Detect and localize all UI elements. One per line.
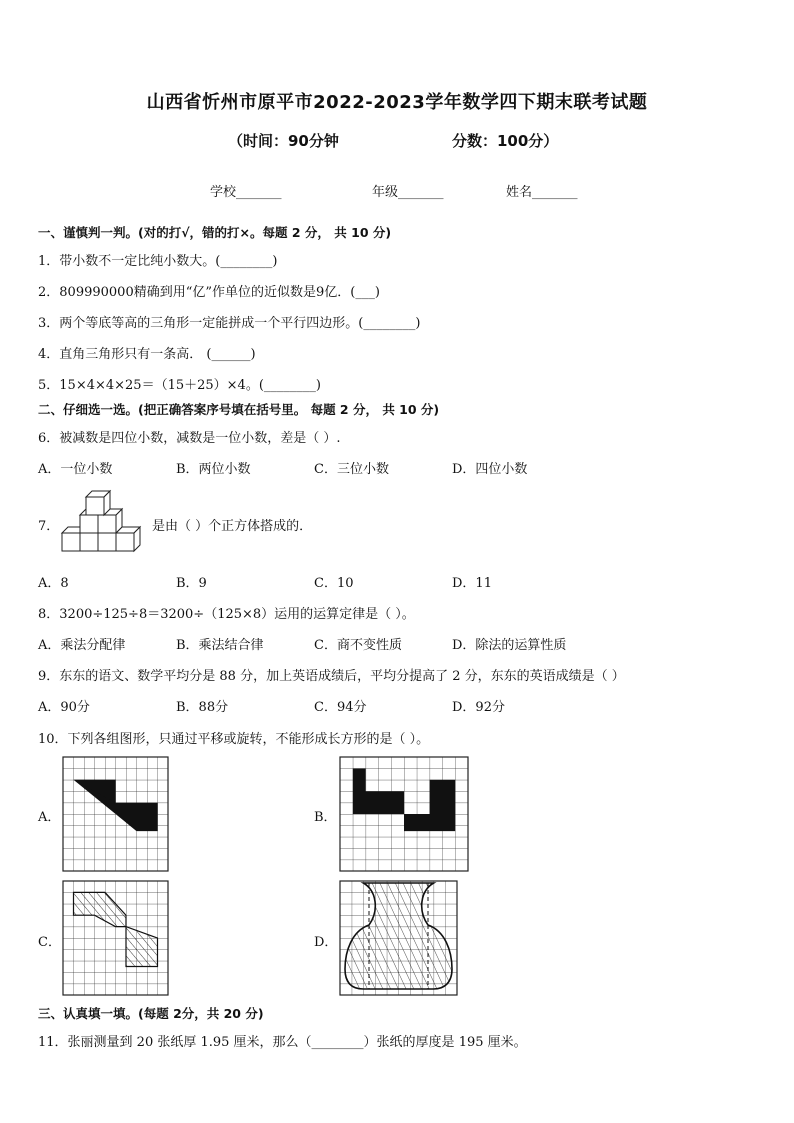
- q7-option-d[interactable]: D．11: [452, 576, 492, 591]
- school-field[interactable]: 学校_______: [210, 185, 282, 200]
- q10-option-d-label[interactable]: D．: [314, 935, 338, 950]
- q6-option-a[interactable]: A．一位小数: [38, 462, 113, 477]
- q9-option-d[interactable]: D．92分: [452, 700, 505, 715]
- question-10: 10．下列各组图形，只通过平移或旋转，不能形成长方形的是（ ）。: [38, 732, 430, 747]
- question-11: 11．张丽测量到 20 张纸厚 1.95 厘米，那么（________）张纸的厚度是 195 厘米。: [38, 1035, 527, 1050]
- question-2: 2．809990000精确到用“亿”作单位的近似数是9亿．(___): [38, 285, 380, 300]
- q6-option-c[interactable]: C．三位小数: [314, 462, 389, 477]
- question-7: 是由（ ）个正方体搭成的．: [152, 519, 313, 534]
- q7-option-c[interactable]: C．10: [314, 576, 354, 591]
- grade-field[interactable]: 年级_______: [372, 185, 444, 200]
- question-1: 1．带小数不一定比纯小数大。(________): [38, 254, 278, 269]
- name-field[interactable]: 姓名_______: [506, 185, 578, 200]
- q10-option-b-label[interactable]: B．: [314, 810, 337, 825]
- section3-heading: 三、认真填一填。(每题 2分，共 20 分): [38, 1006, 264, 1021]
- q9-option-c[interactable]: C．94分: [314, 700, 367, 715]
- question-4: 4．直角三角形只有一条高． (______): [38, 347, 256, 362]
- question-8: 8．3200÷125÷8＝3200÷（125×8）运用的运算定律是（ ）。: [38, 607, 415, 622]
- question-9: 9．东东的语文、数学平均分是 88 分，加上英语成绩后，平均分提高了 2 分，东东的英语成绩是（ ）: [38, 669, 625, 684]
- q10-option-c-label[interactable]: C．: [38, 935, 61, 950]
- q10-figure-c: [63, 881, 168, 995]
- cube-stack-figure: [60, 487, 150, 555]
- q6-option-d[interactable]: D．四位小数: [452, 462, 528, 477]
- q10-figure-b: [340, 757, 468, 871]
- question-3: 3．两个等底等高的三角形一定能拼成一个平行四边形。(________): [38, 316, 421, 331]
- exam-score: 分数：100分）: [452, 132, 559, 150]
- question-7-number: 7．: [38, 519, 60, 534]
- q8-option-c[interactable]: C．商不变性质: [314, 638, 402, 653]
- q6-option-b[interactable]: B．两位小数: [176, 462, 251, 477]
- q7-option-a[interactable]: A．8: [38, 576, 69, 591]
- q7-option-b[interactable]: B．9: [176, 576, 207, 591]
- q10-option-a-label[interactable]: A．: [38, 810, 61, 825]
- section2-heading: 二、仔细选一选。(把正确答案序号填在括号里。 每题 2 分， 共 10 分): [38, 402, 440, 417]
- question-5: 5．15×4×4×25＝（15＋25）×4。(________): [38, 378, 321, 393]
- question-6: 6．被减数是四位小数，减数是一位小数，差是（ ）.: [38, 431, 341, 446]
- q8-option-a[interactable]: A．乘法分配律: [38, 638, 126, 653]
- exam-time: （时间：90分钟: [228, 132, 339, 150]
- exam-title: 山西省忻州市原平市2022-2023学年数学四下期末联考试题: [146, 92, 648, 113]
- q8-option-d[interactable]: D．除法的运算性质: [452, 638, 567, 653]
- q9-option-a[interactable]: A．90分: [38, 700, 90, 715]
- q10-figure-d: [340, 881, 457, 995]
- q9-option-b[interactable]: B．88分: [176, 700, 229, 715]
- q10-figure-a: [63, 757, 168, 871]
- section1-heading: 一、谨慎判一判。(对的打√，错的打×。每题 2 分， 共 10 分): [38, 225, 392, 240]
- q8-option-b[interactable]: B．乘法结合律: [176, 638, 264, 653]
